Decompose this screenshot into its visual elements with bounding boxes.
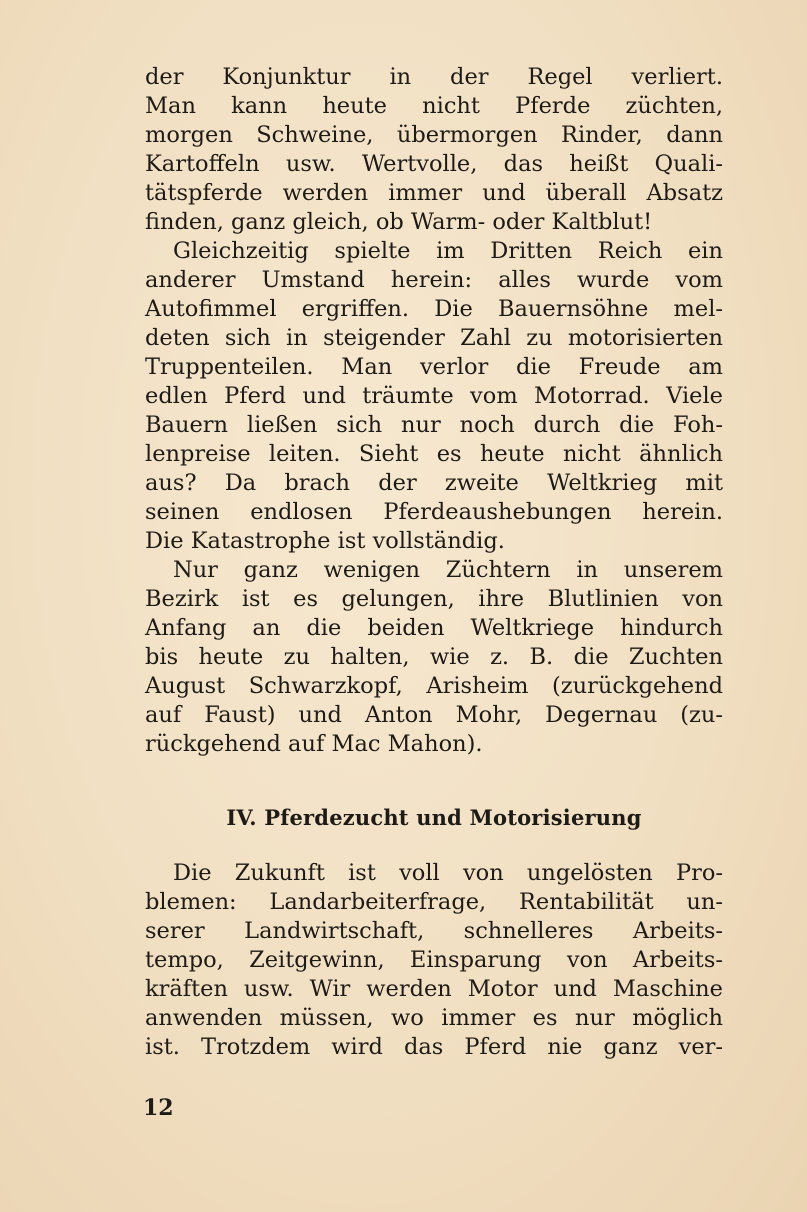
paragraph-2 — [145, 237, 723, 556]
text-line: Kartoffeln usw. Wertvolle, das heißt Quali- — [145, 151, 723, 177]
text-line: Truppenteilen. Man verlor die Freude am — [145, 354, 723, 380]
text-line: serer Landwirtschaft, schnelleres Arbeits- — [145, 918, 723, 944]
text-line: August Schwarzkopf, Arisheim (zurückgehend — [145, 673, 723, 699]
text-line: bis heute zu halten, wie z. B. die Zuchten — [145, 644, 723, 670]
text-line: Die Zukunft ist voll von ungelösten Pro- — [173, 860, 723, 886]
page-number: 12 — [143, 1095, 174, 1121]
text-line: rückgehend auf Mac Mahon). — [145, 731, 483, 757]
text-line: Nur ganz wenigen Züchtern in unserem — [173, 557, 723, 583]
text-line: tätspferde werden immer und überall Absatz — [145, 180, 723, 206]
text-line: edlen Pferd und träumte vom Motorrad. Viele — [145, 383, 723, 409]
paragraph-4 — [145, 859, 723, 1062]
text-line: anderer Umstand herein: alles wurde vom — [145, 267, 723, 293]
text-line: Bauern ließen sich nur noch durch die Foh- — [145, 412, 723, 438]
text-line: Die Katastrophe ist vollständig. — [145, 528, 505, 554]
paragraph-3 — [145, 556, 723, 759]
text-line: tempo, Zeitgewinn, Einsparung von Arbeits- — [145, 947, 723, 973]
text-line: deten sich in steigender Zahl zu motorisierten — [145, 325, 723, 351]
text-line: Anfang an die beiden Weltkriege hindurch — [145, 615, 723, 641]
text-line: Gleichzeitig spielte im Dritten Reich ein — [173, 238, 723, 264]
text-line: finden, ganz gleich, ob Warm- oder Kaltblut! — [145, 209, 653, 235]
text-line: seinen endlosen Pferdeaushebungen herein. — [145, 499, 723, 525]
text-line: auf Faust) und Anton Mohr, Degernau (zu- — [145, 702, 723, 728]
text-line: der Konjunktur in der Regel verliert. — [145, 64, 723, 90]
text-line: aus? Da brach der zweite Weltkrieg mit — [145, 470, 723, 496]
section-heading: IV. Pferdezucht und Motorisierung — [226, 805, 642, 830]
text-line: kräften usw. Wir werden Motor und Maschine — [145, 976, 723, 1002]
text-line: Man kann heute nicht Pferde züchten, — [145, 93, 723, 119]
text-line: morgen Schweine, übermorgen Rinder, dann — [145, 122, 723, 148]
paragraph-1 — [145, 63, 723, 237]
text-line: Autofimmel ergriffen. Die Bauernsöhne mel- — [145, 296, 723, 322]
text-line: anwenden müssen, wo immer es nur möglich — [145, 1005, 723, 1031]
text-line: Bezirk ist es gelungen, ihre Blutlinien von — [145, 586, 723, 612]
text-block-upper — [145, 63, 723, 759]
text-line: blemen: Landarbeiterfrage, Rentabilität un- — [145, 889, 723, 915]
text-line: ist. Trotzdem wird das Pferd nie ganz ver- — [145, 1034, 723, 1060]
text-line: lenpreise leiten. Sieht es heute nicht ähnlich — [145, 441, 723, 467]
text-block-lower — [145, 859, 723, 1062]
